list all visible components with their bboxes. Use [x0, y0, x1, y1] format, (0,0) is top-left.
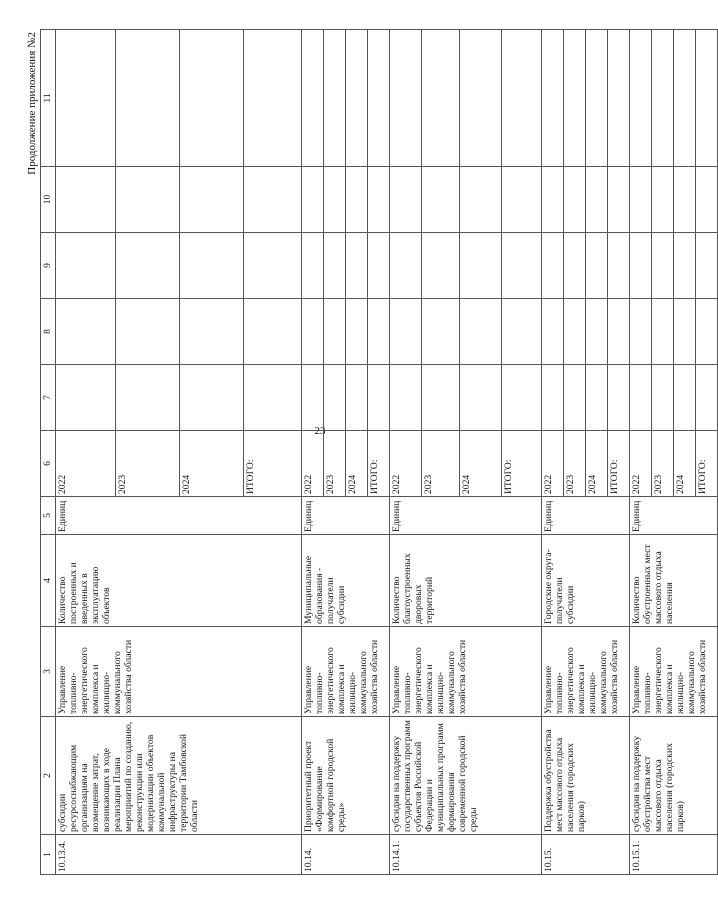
- cell-empty: [244, 233, 302, 299]
- cell-empty: [56, 233, 116, 299]
- cell-empty: [324, 30, 346, 167]
- cell-name: субсидия на поддержку обустройства мест массового отдыха населения (городских парков): [630, 717, 718, 835]
- cell-name: субсидия на поддержку государственных программ субъектов Российской Федерации и муниципальных программ формирования современной городской среды: [390, 717, 542, 835]
- cell-empty: [502, 365, 542, 431]
- cell-empty: [608, 299, 630, 365]
- column-header: 3: [41, 627, 56, 717]
- cell-empty: [460, 30, 502, 167]
- cell-empty: [652, 167, 674, 233]
- cell-executor: Управление топливно-энергетического комплекса и жилищно-коммунального хозяйства области: [56, 627, 302, 717]
- cell-year: ИТОГО:: [368, 431, 390, 497]
- rotated-page: [26, 30, 708, 875]
- cell-empty: [324, 299, 346, 365]
- cell-empty: [422, 30, 460, 167]
- cell-year: ИТОГО:: [244, 431, 302, 497]
- cell-indicator: Муниципальные образования - получатели субсидии: [302, 535, 390, 627]
- column-header: 1: [41, 835, 56, 875]
- cell-empty: [390, 299, 422, 365]
- cell-unit: Единиц: [56, 497, 302, 535]
- cell-empty: [368, 233, 390, 299]
- cell-name: субсидии ресурсоснабжающим организациям на возмещение затрат, возникающих в ходе реализации Плана мероприятий по созданию, реконструкции или модернизации объектов коммунальной инфраструктуры на территории Тамбовской области: [56, 717, 302, 835]
- cell-empty: [324, 167, 346, 233]
- cell-empty: [696, 299, 718, 365]
- cell-empty: [608, 233, 630, 299]
- continuation-note: Продолжение приложения №2: [26, 32, 38, 175]
- cell-empty: [542, 30, 564, 167]
- table-row: [390, 30, 422, 875]
- cell-empty: [346, 365, 368, 431]
- cell-num: 10.14.: [302, 835, 390, 875]
- cell-empty: [542, 365, 564, 431]
- cell-year: 2023: [564, 431, 586, 497]
- cell-year: 2023: [116, 431, 180, 497]
- cell-empty: [696, 365, 718, 431]
- cell-empty: [180, 299, 244, 365]
- cell-empty: [630, 365, 652, 431]
- table-row: [542, 30, 564, 875]
- cell-empty: [696, 167, 718, 233]
- cell-empty: [346, 30, 368, 167]
- cell-empty: [116, 167, 180, 233]
- plan-table: [40, 29, 718, 875]
- cell-empty: [630, 233, 652, 299]
- cell-empty: [586, 30, 608, 167]
- cell-unit: Единиц: [390, 497, 542, 535]
- cell-num: 10.13.4.: [56, 835, 302, 875]
- cell-empty: [674, 30, 696, 167]
- cell-executor: Управление топливно-энергетического комплекса и жилищно-коммунального хозяйства области: [390, 627, 542, 717]
- cell-empty: [608, 30, 630, 167]
- cell-indicator: Количество благоустроенных дворовых территорий: [390, 535, 542, 627]
- cell-empty: [422, 233, 460, 299]
- table-row: [56, 30, 116, 875]
- cell-empty: [460, 233, 502, 299]
- cell-year: 2022: [390, 431, 422, 497]
- cell-empty: [390, 365, 422, 431]
- column-header: 9: [41, 233, 56, 299]
- cell-empty: [652, 299, 674, 365]
- cell-empty: [696, 30, 718, 167]
- cell-empty: [324, 233, 346, 299]
- cell-year: ИТОГО:: [696, 431, 718, 497]
- cell-empty: [180, 365, 244, 431]
- cell-empty: [630, 167, 652, 233]
- cell-empty: [564, 30, 586, 167]
- cell-year: 2022: [542, 431, 564, 497]
- cell-empty: [180, 167, 244, 233]
- cell-year: 2022: [302, 431, 324, 497]
- cell-empty: [180, 233, 244, 299]
- cell-empty: [564, 365, 586, 431]
- cell-unit: Единиц: [630, 497, 718, 535]
- cell-empty: [390, 167, 422, 233]
- cell-indicator: Количество обустроенных мест массового отдыха населения: [630, 535, 718, 627]
- cell-num: 10.15.1.: [630, 835, 718, 875]
- cell-empty: [302, 167, 324, 233]
- cell-empty: [244, 167, 302, 233]
- cell-empty: [652, 233, 674, 299]
- cell-empty: [586, 365, 608, 431]
- column-header: 5: [41, 497, 56, 535]
- cell-executor: Управление топливно-энергетического комплекса и жилищно-коммунального хозяйства области: [302, 627, 390, 717]
- cell-empty: [564, 299, 586, 365]
- cell-empty: [674, 365, 696, 431]
- cell-executor: Управление топливно-энергетического комплекса и жилищно-коммунального хозяйства области: [542, 627, 630, 717]
- cell-empty: [56, 365, 116, 431]
- cell-empty: [302, 233, 324, 299]
- cell-name: Приоритетный проект «Формирование комфортной городской среды»: [302, 717, 390, 835]
- cell-empty: [368, 365, 390, 431]
- cell-empty: [116, 233, 180, 299]
- cell-empty: [390, 30, 422, 167]
- cell-year: 2022: [56, 431, 116, 497]
- cell-empty: [502, 167, 542, 233]
- table-row: [302, 30, 324, 875]
- cell-year: 2024: [674, 431, 696, 497]
- cell-empty: [116, 30, 180, 167]
- cell-indicator: Количество построенных и введенных в эксплуатацию объектов: [56, 535, 302, 627]
- cell-empty: [56, 167, 116, 233]
- cell-indicator: Городские округа-получатели субсидии: [542, 535, 630, 627]
- cell-empty: [116, 365, 180, 431]
- cell-year: 2023: [652, 431, 674, 497]
- cell-empty: [244, 299, 302, 365]
- cell-empty: [564, 167, 586, 233]
- cell-empty: [422, 365, 460, 431]
- cell-empty: [502, 299, 542, 365]
- cell-empty: [502, 30, 542, 167]
- cell-empty: [542, 233, 564, 299]
- cell-executor: Управление топливно-энергетического комплекса и жилищно-коммунального хозяйства области: [630, 627, 718, 717]
- cell-empty: [346, 233, 368, 299]
- cell-year: 2024: [346, 431, 368, 497]
- cell-empty: [368, 167, 390, 233]
- cell-empty: [502, 233, 542, 299]
- column-header: 10: [41, 167, 56, 233]
- cell-empty: [542, 167, 564, 233]
- cell-empty: [56, 299, 116, 365]
- cell-empty: [422, 299, 460, 365]
- cell-empty: [652, 365, 674, 431]
- column-header: 6: [41, 431, 56, 497]
- cell-year: ИТОГО:: [502, 431, 542, 497]
- cell-unit: Единиц: [302, 497, 390, 535]
- table-row: [630, 30, 652, 875]
- cell-empty: [674, 233, 696, 299]
- cell-empty: [608, 365, 630, 431]
- column-header: 2: [41, 717, 56, 835]
- cell-empty: [244, 30, 302, 167]
- cell-year: ИТОГО:: [608, 431, 630, 497]
- cell-empty: [368, 30, 390, 167]
- cell-name: Поддержка обустройства мест массового отдыха населения (городских парков): [542, 717, 630, 835]
- cell-empty: [586, 233, 608, 299]
- cell-empty: [346, 167, 368, 233]
- column-header: 7: [41, 365, 56, 431]
- cell-empty: [652, 30, 674, 167]
- cell-empty: [542, 299, 564, 365]
- cell-empty: [390, 233, 422, 299]
- cell-empty: [302, 365, 324, 431]
- column-header: 11: [41, 30, 56, 167]
- cell-year: 2024: [180, 431, 244, 497]
- cell-num: 10.14.1.: [390, 835, 542, 875]
- cell-empty: [302, 30, 324, 167]
- table-body: [56, 30, 718, 875]
- cell-year: 2022: [630, 431, 652, 497]
- cell-year: 2023: [324, 431, 346, 497]
- cell-empty: [696, 233, 718, 299]
- cell-empty: [460, 365, 502, 431]
- cell-empty: [460, 167, 502, 233]
- page-number: 23: [314, 425, 326, 437]
- cell-empty: [302, 299, 324, 365]
- cell-empty: [180, 30, 244, 167]
- cell-num: 10.15.: [542, 835, 630, 875]
- cell-empty: [586, 167, 608, 233]
- cell-year: 2023: [422, 431, 460, 497]
- cell-empty: [324, 365, 346, 431]
- cell-empty: [116, 299, 180, 365]
- cell-empty: [630, 30, 652, 167]
- cell-empty: [630, 299, 652, 365]
- cell-empty: [368, 299, 390, 365]
- cell-empty: [56, 30, 116, 167]
- cell-year: 2024: [460, 431, 502, 497]
- cell-empty: [674, 167, 696, 233]
- cell-empty: [564, 233, 586, 299]
- column-header: 8: [41, 299, 56, 365]
- cell-empty: [586, 299, 608, 365]
- cell-empty: [346, 299, 368, 365]
- cell-year: 2024: [586, 431, 608, 497]
- column-header: 4: [41, 535, 56, 627]
- cell-empty: [244, 365, 302, 431]
- cell-empty: [674, 299, 696, 365]
- cell-unit: Единиц: [542, 497, 630, 535]
- cell-empty: [460, 299, 502, 365]
- cell-empty: [608, 167, 630, 233]
- cell-empty: [422, 167, 460, 233]
- column-number-row: [41, 30, 56, 875]
